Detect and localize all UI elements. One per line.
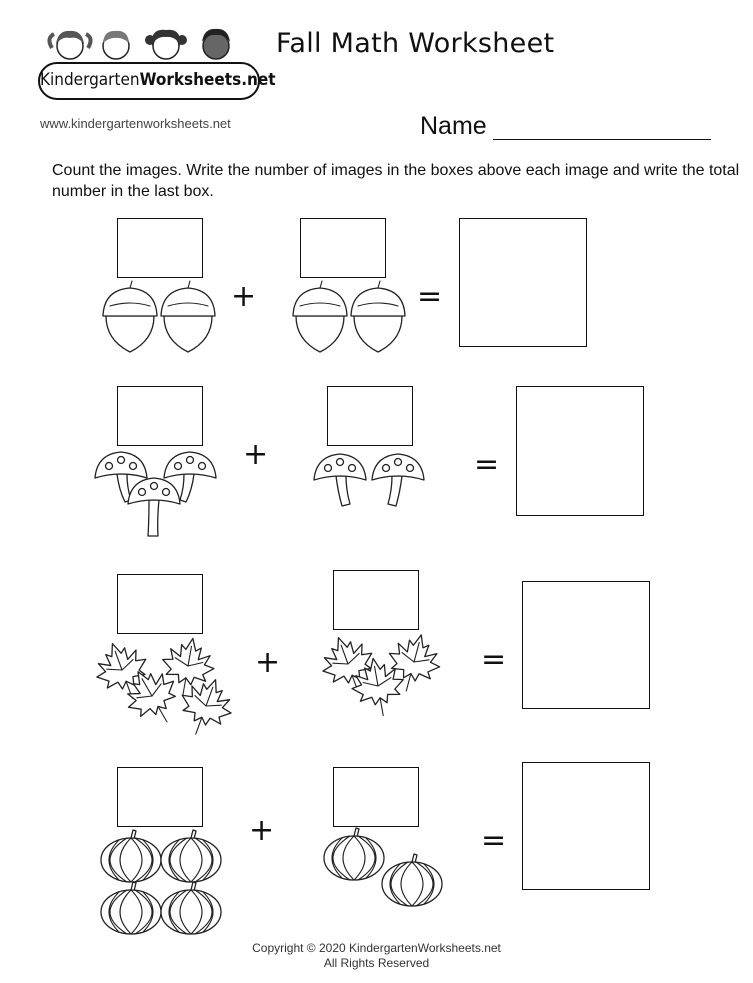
plus-sign-row4: + xyxy=(249,813,275,848)
pumpkin-icon xyxy=(382,854,442,906)
answer-box-row1-total[interactable] xyxy=(459,218,587,347)
mushroom-group-right xyxy=(310,448,430,513)
kid-head-4 xyxy=(202,29,230,59)
page-title: Fall Math Worksheet xyxy=(276,28,555,59)
name-label: Name xyxy=(420,112,487,140)
acorn-icon xyxy=(103,281,157,352)
pumpkin-icon xyxy=(161,830,221,882)
acorn-group-right xyxy=(290,280,410,355)
site-logo xyxy=(38,62,276,100)
maple-leaf-group-right xyxy=(318,634,448,719)
plus-sign-row1: + xyxy=(231,279,257,314)
answer-box-row2-right[interactable] xyxy=(327,386,413,446)
answer-box-row2-total[interactable] xyxy=(516,386,644,516)
pumpkin-icon xyxy=(101,830,161,882)
answer-box-row2-left[interactable] xyxy=(117,386,203,446)
answer-box-row1-right[interactable] xyxy=(300,218,386,278)
answer-box-row4-left[interactable] xyxy=(117,767,203,827)
mushroom-icon xyxy=(128,478,180,536)
footer-rights: All Rights Reserved xyxy=(323,956,430,970)
mushroom-icon xyxy=(314,454,366,506)
logo-text-worksheets: Worksheets.net xyxy=(139,70,276,90)
logo-kids-illustration xyxy=(44,24,244,64)
mushroom-group-left xyxy=(94,446,224,541)
mushroom-icon xyxy=(372,454,424,506)
footer-copyright: Copyright © 2020 KindergartenWorksheets.net xyxy=(252,941,501,955)
kid-head-2 xyxy=(103,31,129,59)
instructions-text: Count the images. Write the number of images in the boxes above each image and write the total number in the last box. xyxy=(52,162,740,200)
answer-box-row3-total[interactable] xyxy=(522,581,650,709)
answer-box-row1-left[interactable] xyxy=(117,218,203,278)
pumpkin-icon xyxy=(161,882,221,934)
plus-sign-row2: + xyxy=(243,437,269,472)
equals-sign-row2: = xyxy=(474,447,500,482)
site-url: www.kindergartenworksheets.net xyxy=(40,116,231,131)
pumpkin-group-right xyxy=(322,832,448,912)
maple-leaf-group-left xyxy=(90,640,240,740)
kid-head-3 xyxy=(145,30,187,59)
answer-box-row4-right[interactable] xyxy=(333,767,419,827)
answer-box-row4-total[interactable] xyxy=(522,762,650,890)
pumpkin-icon xyxy=(101,882,161,934)
logo-text-kindergarten: Kindergarten xyxy=(40,70,140,90)
answer-box-row3-left[interactable] xyxy=(117,574,203,634)
equals-sign-row1: = xyxy=(417,279,443,314)
equals-sign-row3: = xyxy=(481,642,507,677)
answer-box-row3-right[interactable] xyxy=(333,570,419,630)
plus-sign-row3: + xyxy=(255,645,281,680)
acorn-group-left xyxy=(100,280,220,355)
pumpkin-icon xyxy=(324,828,384,880)
acorn-icon xyxy=(293,281,347,352)
name-write-line[interactable] xyxy=(493,139,711,140)
pumpkin-group-left xyxy=(100,832,224,936)
kid-head-1 xyxy=(49,31,90,59)
acorn-icon xyxy=(351,281,405,352)
equals-sign-row4: = xyxy=(481,823,507,858)
acorn-icon xyxy=(161,281,215,352)
